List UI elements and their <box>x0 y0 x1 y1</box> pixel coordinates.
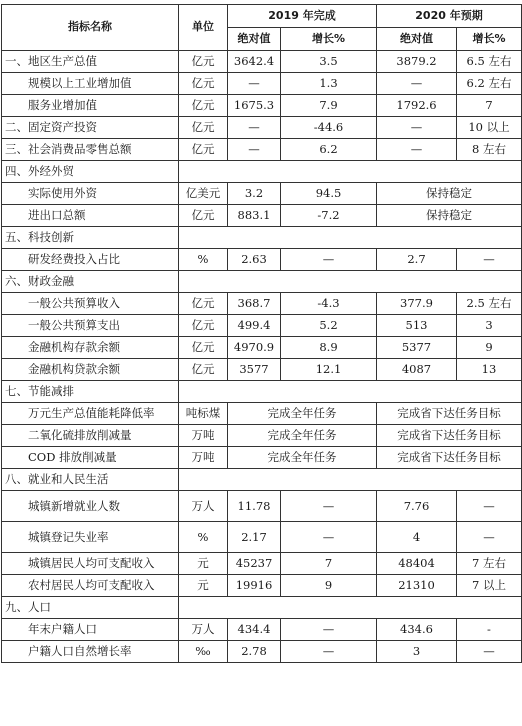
value-2020: 377.9 <box>377 293 457 315</box>
growth-2020: 3 <box>457 315 522 337</box>
value-2020: 48404 <box>377 553 457 575</box>
table-row <box>2 95 522 117</box>
section-row <box>2 597 522 619</box>
unit-cell: 亿美元 <box>179 183 228 205</box>
indicator-name: 一般公共预算收入 <box>2 293 179 315</box>
table-row <box>2 293 522 315</box>
value-2019: — <box>228 73 281 95</box>
value-2019: — <box>228 139 281 161</box>
indicator-name: 九、人口 <box>2 597 179 619</box>
unit-cell: 亿元 <box>179 139 228 161</box>
table-row <box>2 641 522 663</box>
growth-2019: — <box>281 522 377 553</box>
status-2019: 完成全年任务 <box>228 425 377 447</box>
value-2020: 3 <box>377 641 457 663</box>
indicator-name: 八、就业和人民生活 <box>2 469 179 491</box>
header-unit: 单位 <box>179 5 228 51</box>
indicator-name: 研发经费投入占比 <box>2 249 179 271</box>
table-row <box>2 403 522 425</box>
indicator-name: 一般公共预算支出 <box>2 315 179 337</box>
value-2019: 3642.4 <box>228 51 281 73</box>
unit-cell: 亿元 <box>179 95 228 117</box>
value-2019: 368.7 <box>228 293 281 315</box>
section-empty-cell <box>179 381 522 403</box>
growth-2019: 8.9 <box>281 337 377 359</box>
growth-2019: 7 <box>281 553 377 575</box>
value-2020: 513 <box>377 315 457 337</box>
header-2019: 2019 年完成 <box>228 5 377 28</box>
value-2020: — <box>377 139 457 161</box>
value-2020: 7.76 <box>377 491 457 522</box>
table-row <box>2 337 522 359</box>
growth-2020: — <box>457 522 522 553</box>
growth-2019: — <box>281 619 377 641</box>
value-2019: 2.17 <box>228 522 281 553</box>
indicator-name: 城镇居民人均可支配收入 <box>2 553 179 575</box>
indicator-name: 一、地区生产总值 <box>2 51 179 73</box>
unit-cell: 万吨 <box>179 447 228 469</box>
table-row <box>2 359 522 381</box>
indicator-name: 户籍人口自然增长率 <box>2 641 179 663</box>
table-row <box>2 553 522 575</box>
unit-cell: % <box>179 522 228 553</box>
unit-cell: 元 <box>179 553 228 575</box>
header-row-1 <box>2 5 522 28</box>
value-2019: 2.78 <box>228 641 281 663</box>
unit-cell: ‰ <box>179 641 228 663</box>
indicator-name: 四、外经外贸 <box>2 161 179 183</box>
indicator-name: 服务业增加值 <box>2 95 179 117</box>
unit-cell: 亿元 <box>179 117 228 139</box>
unit-cell: 亿元 <box>179 315 228 337</box>
unit-cell: 亿元 <box>179 293 228 315</box>
table-row <box>2 51 522 73</box>
growth-2019: 12.1 <box>281 359 377 381</box>
value-2020: 3879.2 <box>377 51 457 73</box>
growth-2019: — <box>281 491 377 522</box>
value-2019: 45237 <box>228 553 281 575</box>
growth-2020: 10 以上 <box>457 117 522 139</box>
section-row <box>2 271 522 293</box>
status-2020: 完成省下达任务目标 <box>377 425 522 447</box>
growth-2020: 6.5 左右 <box>457 51 522 73</box>
indicator-name: 年末户籍人口 <box>2 619 179 641</box>
indicator-name: 城镇新增就业人数 <box>2 491 179 522</box>
value-2019: 883.1 <box>228 205 281 227</box>
unit-cell: 元 <box>179 575 228 597</box>
growth-2019: 94.5 <box>281 183 377 205</box>
indicator-name: 金融机构存款余额 <box>2 337 179 359</box>
value-2019: 3577 <box>228 359 281 381</box>
section-row <box>2 161 522 183</box>
table-row <box>2 139 522 161</box>
growth-2020: 7 以上 <box>457 575 522 597</box>
table-row <box>2 619 522 641</box>
unit-cell: 亿元 <box>179 359 228 381</box>
growth-2019: -44.6 <box>281 117 377 139</box>
table-row <box>2 447 522 469</box>
value-2020: 21310 <box>377 575 457 597</box>
growth-2019: -7.2 <box>281 205 377 227</box>
indicator-name: 三、社会消费品零售总额 <box>2 139 179 161</box>
growth-2019: — <box>281 249 377 271</box>
section-empty-cell <box>179 227 522 249</box>
value-2019: 19916 <box>228 575 281 597</box>
value-2019: 2.63 <box>228 249 281 271</box>
unit-cell: 万吨 <box>179 425 228 447</box>
value-2020: 434.6 <box>377 619 457 641</box>
value-2020: — <box>377 73 457 95</box>
indicator-name: 五、科技创新 <box>2 227 179 249</box>
value-2020: 2.7 <box>377 249 457 271</box>
value-2019: 3.2 <box>228 183 281 205</box>
unit-cell: 亿元 <box>179 337 228 359</box>
table-row <box>2 205 522 227</box>
unit-cell: 万人 <box>179 619 228 641</box>
table-row <box>2 117 522 139</box>
value-2020: 4087 <box>377 359 457 381</box>
table-row <box>2 575 522 597</box>
growth-2020: 2.5 左右 <box>457 293 522 315</box>
growth-2019: — <box>281 641 377 663</box>
status-2020: 保持稳定 <box>377 205 522 227</box>
growth-2019: 6.2 <box>281 139 377 161</box>
value-2019: — <box>228 117 281 139</box>
section-empty-cell <box>179 271 522 293</box>
unit-cell: 亿元 <box>179 205 228 227</box>
growth-2020: 8 左右 <box>457 139 522 161</box>
value-2020: — <box>377 117 457 139</box>
value-2019: 1675.3 <box>228 95 281 117</box>
status-2020: 完成省下达任务目标 <box>377 403 522 425</box>
indicator-name: 二氧化硫排放削减量 <box>2 425 179 447</box>
economic-indicators-table <box>1 4 522 663</box>
stats-table-container <box>1 4 522 663</box>
value-2020: 4 <box>377 522 457 553</box>
growth-2020: - <box>457 619 522 641</box>
growth-2019: 9 <box>281 575 377 597</box>
section-row <box>2 469 522 491</box>
table-row <box>2 183 522 205</box>
indicator-name: 七、节能减排 <box>2 381 179 403</box>
table-body <box>2 51 522 663</box>
section-row <box>2 227 522 249</box>
status-2019: 完成全年任务 <box>228 403 377 425</box>
growth-2019: 3.5 <box>281 51 377 73</box>
growth-2020: 7 <box>457 95 522 117</box>
header-growth-2020: 增长% <box>457 28 522 51</box>
indicator-name: 六、财政金融 <box>2 271 179 293</box>
growth-2020: — <box>457 641 522 663</box>
unit-cell: 万人 <box>179 491 228 522</box>
status-2020: 完成省下达任务目标 <box>377 447 522 469</box>
status-2019: 完成全年任务 <box>228 447 377 469</box>
indicator-name: 进出口总额 <box>2 205 179 227</box>
header-abs-2020: 绝对值 <box>377 28 457 51</box>
indicator-name: 农村居民人均可支配收入 <box>2 575 179 597</box>
value-2019: 499.4 <box>228 315 281 337</box>
growth-2019: 5.2 <box>281 315 377 337</box>
table-row <box>2 425 522 447</box>
indicator-name: 城镇登记失业率 <box>2 522 179 553</box>
value-2019: 11.78 <box>228 491 281 522</box>
value-2020: 5377 <box>377 337 457 359</box>
growth-2020: 6.2 左右 <box>457 73 522 95</box>
table-row <box>2 73 522 95</box>
header-indicator: 指标名称 <box>2 5 179 51</box>
header-growth-2019: 增长% <box>281 28 377 51</box>
indicator-name: 实际使用外资 <box>2 183 179 205</box>
growth-2020: 13 <box>457 359 522 381</box>
growth-2019: 7.9 <box>281 95 377 117</box>
unit-cell: % <box>179 249 228 271</box>
indicator-name: 金融机构贷款余额 <box>2 359 179 381</box>
unit-cell: 亿元 <box>179 51 228 73</box>
section-empty-cell <box>179 597 522 619</box>
table-row <box>2 315 522 337</box>
table-row <box>2 522 522 553</box>
section-empty-cell <box>179 469 522 491</box>
section-empty-cell <box>179 161 522 183</box>
status-2020: 保持稳定 <box>377 183 522 205</box>
value-2020: 1792.6 <box>377 95 457 117</box>
growth-2020: 9 <box>457 337 522 359</box>
growth-2020: — <box>457 249 522 271</box>
indicator-name: 规模以上工业增加值 <box>2 73 179 95</box>
header-2020: 2020 年预期 <box>377 5 522 28</box>
table-row <box>2 491 522 522</box>
growth-2019: 1.3 <box>281 73 377 95</box>
indicator-name: 二、固定资产投资 <box>2 117 179 139</box>
table-row <box>2 249 522 271</box>
unit-cell: 吨标煤 <box>179 403 228 425</box>
growth-2020: 7 左右 <box>457 553 522 575</box>
growth-2020: — <box>457 491 522 522</box>
indicator-name: 万元生产总值能耗降低率 <box>2 403 179 425</box>
value-2019: 4970.9 <box>228 337 281 359</box>
growth-2019: -4.3 <box>281 293 377 315</box>
unit-cell: 亿元 <box>179 73 228 95</box>
value-2019: 434.4 <box>228 619 281 641</box>
section-row <box>2 381 522 403</box>
indicator-name: COD 排放削减量 <box>2 447 179 469</box>
header-abs-2019: 绝对值 <box>228 28 281 51</box>
